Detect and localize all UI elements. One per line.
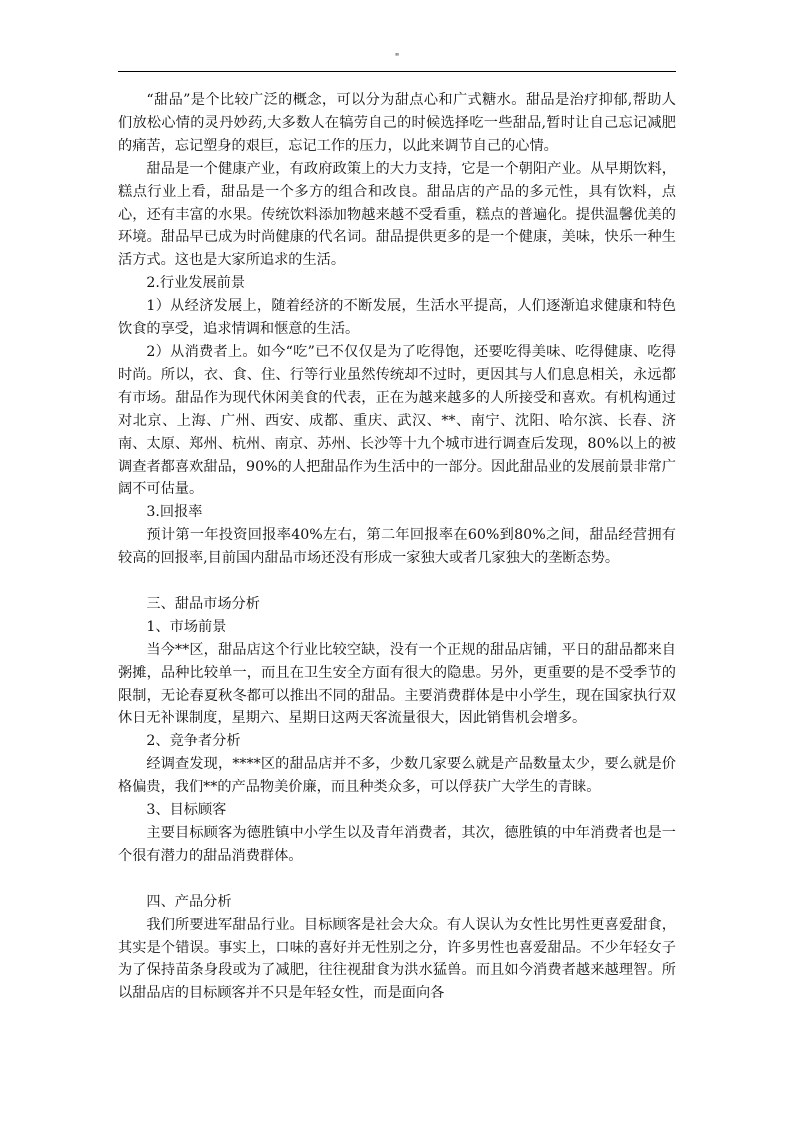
paragraph: 甜品是一个健康产业，有政府政策上的大力支持，它是一个朝阳产业。从早期饮料，糕点行业上看，甜品是一个多方的组合和改良。甜品店的产品的多元性，具有饮料，点心，还有丰富的水果。传统饮料添加物越来越不受看重，糕点的普遍化。提供温馨优美的环境。甜品早已成为时尚健康的代名词。甜品提供更多的是一个健康，美味，快乐一种生活方式。这也是大家所追求的生活。 bbox=[118, 160, 676, 269]
paragraph: 2）从消费者上。如今“吃”已不仅仅是为了吃得饱，还要吃得美味、吃得健康、吃得时尚。所以，衣、食、住、行等行业虽然传统却不过时，更因其与人们息息相关，永远都有市场。甜品作为现代休闲美食的代表，正在为越来越多的人所接受和喜欢。有机构通过对北京、上海、广州、西安、成都、重庆、武汉、**、南宁、沈阳、哈尔滨、长春、济南、太原、郑州、杭州、南京、苏州、长沙等十九个城市进行调查后发现，80%以上的被调查者都喜欢甜品，90%的人把甜品作为生活中的一部分。因此甜品业的发展前景非常广阔不可估量。 bbox=[118, 343, 676, 498]
document-body bbox=[118, 89, 676, 1005]
paragraph: 预计第一年投资回报率40%左右，第二年回报率在60%到80%之间，甜品经营拥有较高的回报率,目前国内甜品市场还没有形成一家独大或者几家独大的垄断态势。 bbox=[118, 527, 676, 567]
blank-line bbox=[118, 868, 676, 891]
paragraph: 主要目标顾客为德胜镇中小学生以及青年消费者，其次，德胜镇的中年消费者也是一个很有潜力的甜品消费群体。 bbox=[118, 824, 676, 864]
header-rule bbox=[118, 71, 676, 72]
paragraph: 当今**区，甜品店这个行业比较空缺，没有一个正规的甜品店铺，平日的甜品都来自粥摊，品种比较单一，而且在卫生安全方面有很大的隐患。另外，更重要的是不受季节的限制，无论春夏秋冬都可以推出不同的甜品。主要消费群体是中小学生，现在国家执行双休日无补课制度，星期六、星期日这两天客流量很大，因此销售机会增多。 bbox=[118, 641, 676, 727]
blank-line bbox=[118, 570, 676, 593]
paragraph: 3、目标顾客 bbox=[146, 802, 227, 819]
paragraph: 1、市场前景 bbox=[146, 618, 227, 635]
paragraph: 我们所要进军甜品行业。目标顾客是社会大众。有人误认为女性比男性更喜爱甜食，其实是个错误。事实上，口味的喜好并无性别之分，许多男性也喜爱甜品。不少年轻女子为了保持苗条身段或为了减肥，往往视甜食为洪水猛兽。而且如今消费者越来越理智。所以甜品店的目标顾客并不只是年轻女性，而是面向各 bbox=[118, 916, 676, 1002]
page-header-mark: " bbox=[394, 52, 400, 63]
paragraph: 四、产品分析 bbox=[146, 893, 232, 910]
paragraph: 3.回报率 bbox=[146, 504, 203, 521]
paragraph: “甜品”是个比较广泛的概念，可以分为甜点心和广式糖水。甜品是治疗抑郁,帮助人们放松心情的灵丹妙药,大多数人在犒劳自己的时候选择吃一些甜品,暂时让自己忘记减肥的痛苦，忘记塑身的艰巨，忘记工作的压力，以此来调节自己的心情。 bbox=[118, 92, 676, 154]
paragraph: 经调查发现，****区的甜品店并不多，少数几家要么就是产品数量太少，要么就是价格偏贵，我们**的产品物美价廉，而且种类众多，可以俘获广大学生的青睐。 bbox=[118, 756, 676, 796]
paragraph: 2、竞争者分析 bbox=[146, 733, 241, 750]
paragraph: 三、甜品市场分析 bbox=[146, 595, 260, 612]
paragraph: 1）从经济发展上，随着经济的不断发展，生活水平提高，人们逐渐追求健康和特色饮食的享受，追求情调和惬意的生活。 bbox=[118, 298, 676, 338]
paragraph: 2.行业发展前景 bbox=[146, 275, 246, 292]
